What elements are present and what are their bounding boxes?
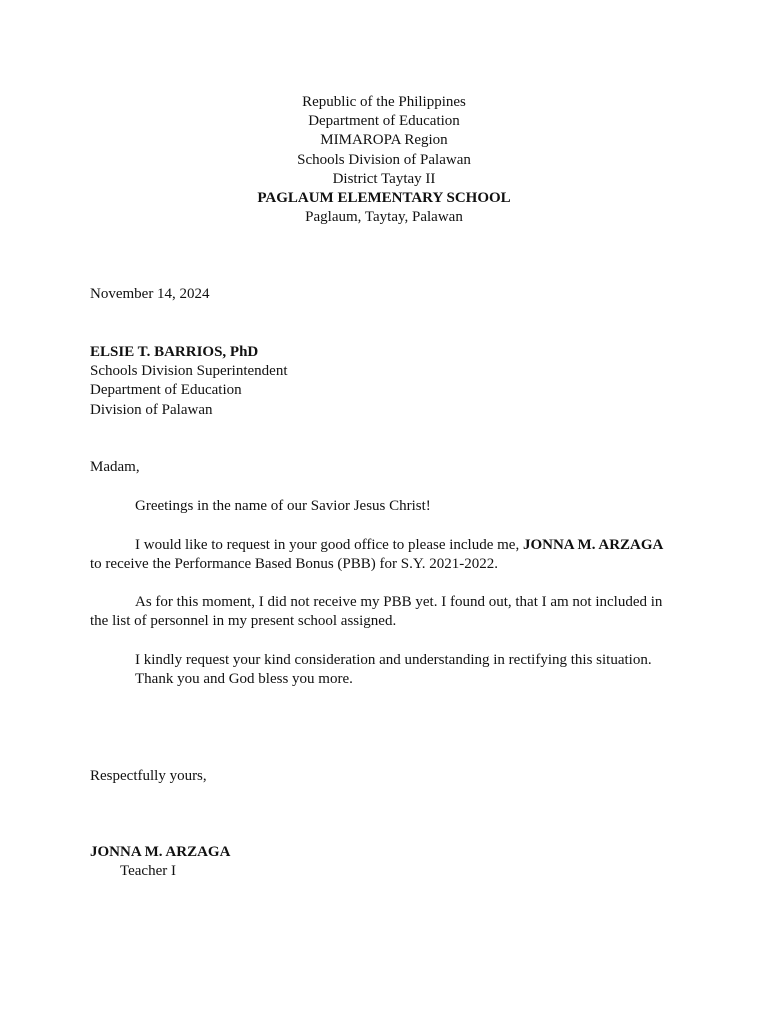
request-line-2: to receive the Performance Based Bonus (PBB) for S.Y. 2021-2022. <box>90 556 498 573</box>
letterhead-address: Paglaum, Taytay, Palawan <box>305 209 463 226</box>
requester-name-inline: JONNA M. ARZAGA <box>522 537 664 553</box>
recipient-name: ELSIE T. BARRIOS, PhD <box>90 344 259 360</box>
signature-block <box>90 843 680 881</box>
consideration-line-1: I kindly request your kind consideration and understanding in rectifying this situation. <box>135 652 652 668</box>
consideration-line-2: Thank you and God bless you more. <box>135 671 353 688</box>
letterhead-region: MIMAROPA Region <box>320 132 448 149</box>
signatory-name: JONNA M. ARZAGA <box>90 844 231 860</box>
letterhead-school-name: PAGLAUM ELEMENTARY SCHOOL <box>257 189 511 206</box>
paragraph-request <box>90 536 680 574</box>
request-text: I would like to request in your good office to please include me, <box>135 537 523 553</box>
letterhead-department: Department of Education <box>308 113 460 130</box>
paragraph-situation <box>90 593 680 631</box>
recipient-block <box>90 343 680 420</box>
situation-line-2: the list of personnel in my present school assigned. <box>90 613 397 630</box>
letterhead-republic: Republic of the Philippines <box>302 94 466 110</box>
situation-line-1: As for this moment, I did not receive my PBB yet. I found out, that I am not included in <box>135 594 663 610</box>
letterhead <box>0 93 768 227</box>
recipient-division: Division of Palawan <box>90 401 213 418</box>
letter-date: November 14, 2024 <box>90 286 210 302</box>
request-line-1 <box>90 536 680 555</box>
signatory-position: Teacher I <box>120 863 176 880</box>
recipient-org: Department of Education <box>90 382 242 399</box>
recipient-title: Schools Division Superintendent <box>90 363 288 380</box>
paragraph-greeting <box>90 497 680 516</box>
salutation: Madam, <box>90 459 140 475</box>
closing: Respectfully yours, <box>90 768 207 784</box>
letterhead-division: Schools Division of Palawan <box>297 151 471 168</box>
letterhead-district: District Taytay II <box>332 170 436 187</box>
greeting-text: Greetings in the name of our Savior Jesus Christ! <box>135 498 431 514</box>
paragraph-consideration <box>90 651 680 689</box>
